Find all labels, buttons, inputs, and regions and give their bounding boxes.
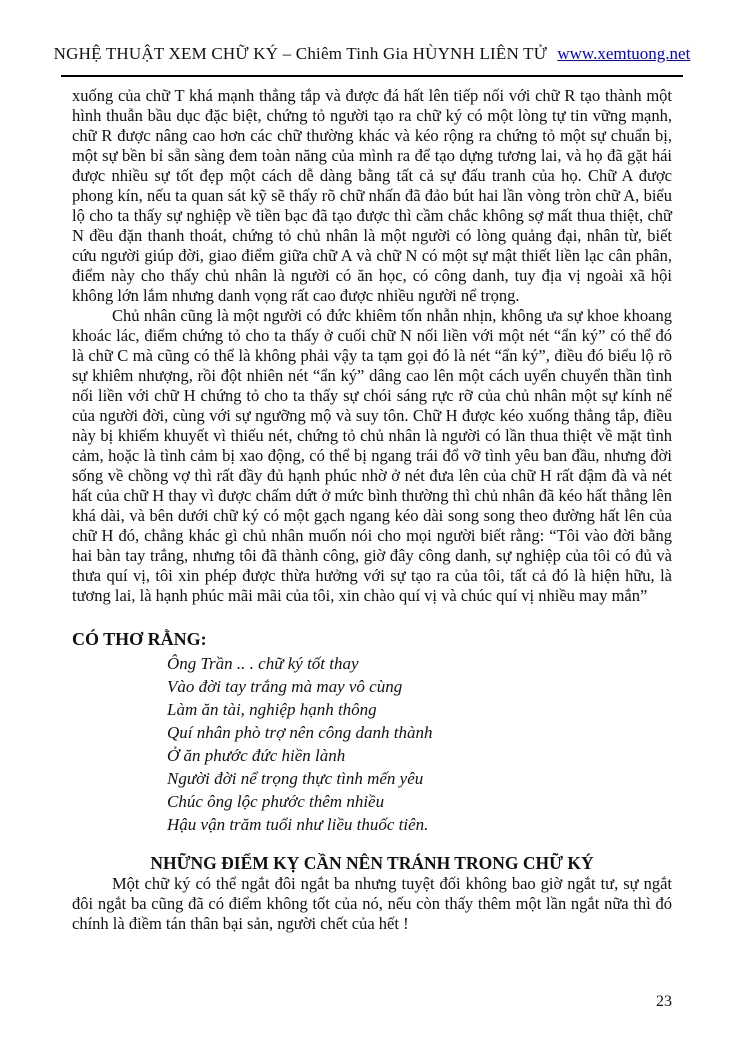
paragraph-analysis: Chủ nhân cũng là một người có đức khiêm tốn nhẫn nhịn, không ưa sự khoe khoang khoác lác, điểm chứng tỏ cho ta thấy ở cuối chữ N nối liền với một nét “ẩn ký” có thể đó là chữ C mà cũng có thể là không phải vậy ta tạm gọi đó là nét “ẩn ký”, điều đó biểu lộ rõ sự khiêm nhượng, rồi đột nhiên nét “ẩn ký” dâng cao lên một cách uyển chuyển thần tình nối liền với chữ H chứng tỏ cho ta thấy sự chói sáng rực rỡ của chủ nhân một sự kính nể của người đời, cùng với sự ngưỡng mộ và suy tôn. Chữ H được kéo xuống thẳng tắp, điều này bị khiếm khuyết vì thiếu nét, chứng tỏ chủ nhân là người có lần thua thiệt về mặt tình cảm, hoặc là tình cảm bị xao động, có thể bị ngang trái đổ vỡ tình yêu ban đầu, nhưng đời sống về chồng vợ thì rất đầy đủ hạnh phúc nhờ ở nét đưa lên của chữ H rất đậm đà và nét hất của chữ H thay vì được chấm dứt ở mức bình thường thì chủ nhân đã kéo hất thẳng lên khá dài, và bên dưới chữ ký có một gạch ngang kéo dài song song theo đường hất lên của chữ H đó, chẳng khác gì chủ nhân muốn nói cho mọi người biết rằng: “Tôi vào đời bằng hai bàn tay trắng, nhưng tôi đã thành công, giờ đây công danh, sự nghiệp của tôi có đủ và thưa quí vị, tôi xin phép được thừa hưởng với sự tạo ra của tôi, tất cả đó là hiện hữu, là tương lai, là hạnh phúc mãi mãi của tôi, xin chào quí vị và chúc quí vị nhiều may mắn” [72,306,672,605]
header-divider [61,75,683,77]
poem-line: Ở ăn phước đức hiền lành [167,746,346,765]
poem-line: Chúc ông lộc phước thêm nhiều [167,792,385,811]
paragraph-continuation: xuống của chữ T khá mạnh thẳng tắp và được đá hất lên tiếp nối với chữ R tạo thành một hình thuẫn bầu dục đặc biệt, chứng tỏ người tạo ra chữ ký có một lòng tự tin vững mạnh, chữ R được nâng cao hơn các chữ thường khác và kéo rộng ra chứng tỏ một sự chuẩn bị, một sự bền bỉ sẵn sàng đem toàn năng của mình ra để tạo dựng tương lai, và họ đã gặt hái được nhiều sự tốt đẹp một cách dễ dàng bằng tất cả sự đấu tranh của họ. Chữ A được phong kín, nếu ta quan sát kỹ sẽ thấy rõ chữ nhấn đã đảo bút hai lần vòng tròn chữ A, biểu lộ cho ta thấy sự nghiệp về tiền bạc đã tạo được thì cầm chắc không sợ mất thua thiệt, chữ N đều đặn thanh thoát, chứng tỏ chủ nhân là một người có lòng quảng đại, nhân từ, biết cứu người giúp đời, giao điểm giữa chữ A và chữ N có một sự mật thiết liền lạc cân phân, điểm này cho thấy chủ nhân là người có ăn học, có công danh, tuy địa vị ngoài xã hội không lớn lắm nhưng danh vọng rất cao được nhiều người nể trọng. [72,86,672,305]
poem-line: Làm ăn tài, nghiệp hạnh thông [167,700,377,719]
page-number: 23 [656,993,672,1010]
poem-line: Quí nhân phò trợ nên công danh thành [167,723,433,742]
poem-line: Ông Trần .. . chữ ký tốt thay [167,654,359,673]
poem-line: Người đời nể trọng thực tình mến yêu [167,769,424,788]
poem-line: Vào đời tay trắng mà may vô cùng [167,677,403,696]
poem-heading: CÓ THƠ RẰNG: [72,629,207,649]
document-body [72,86,672,934]
page-header [0,0,744,64]
header-link[interactable]: www.xemtuong.net [557,44,691,63]
paragraph-warning: Một chữ ký có thể ngắt đôi ngắt ba nhưng tuyệt đối không bao giờ ngắt tư, sự ngắt đôi ngắt ba cũng đã có điểm không tốt của nó, nếu còn thấy thêm một lần ngắt nữa thì đó chính là điềm tán thân bại sản, người chết của hết ! [72,874,672,933]
section-heading: NHỮNG ĐIỂM KỴ CẦN NÊN TRÁNH TRONG CHỮ KÝ [150,853,594,873]
poem-line: Hậu vận trăm tuổi như liều thuốc tiên. [167,815,429,834]
poem-block [167,652,672,836]
page-title: NGHỆ THUẬT XEM CHỮ KÝ – Chiêm Tinh Gia HÙYNH LIÊN TỬ [53,44,548,63]
